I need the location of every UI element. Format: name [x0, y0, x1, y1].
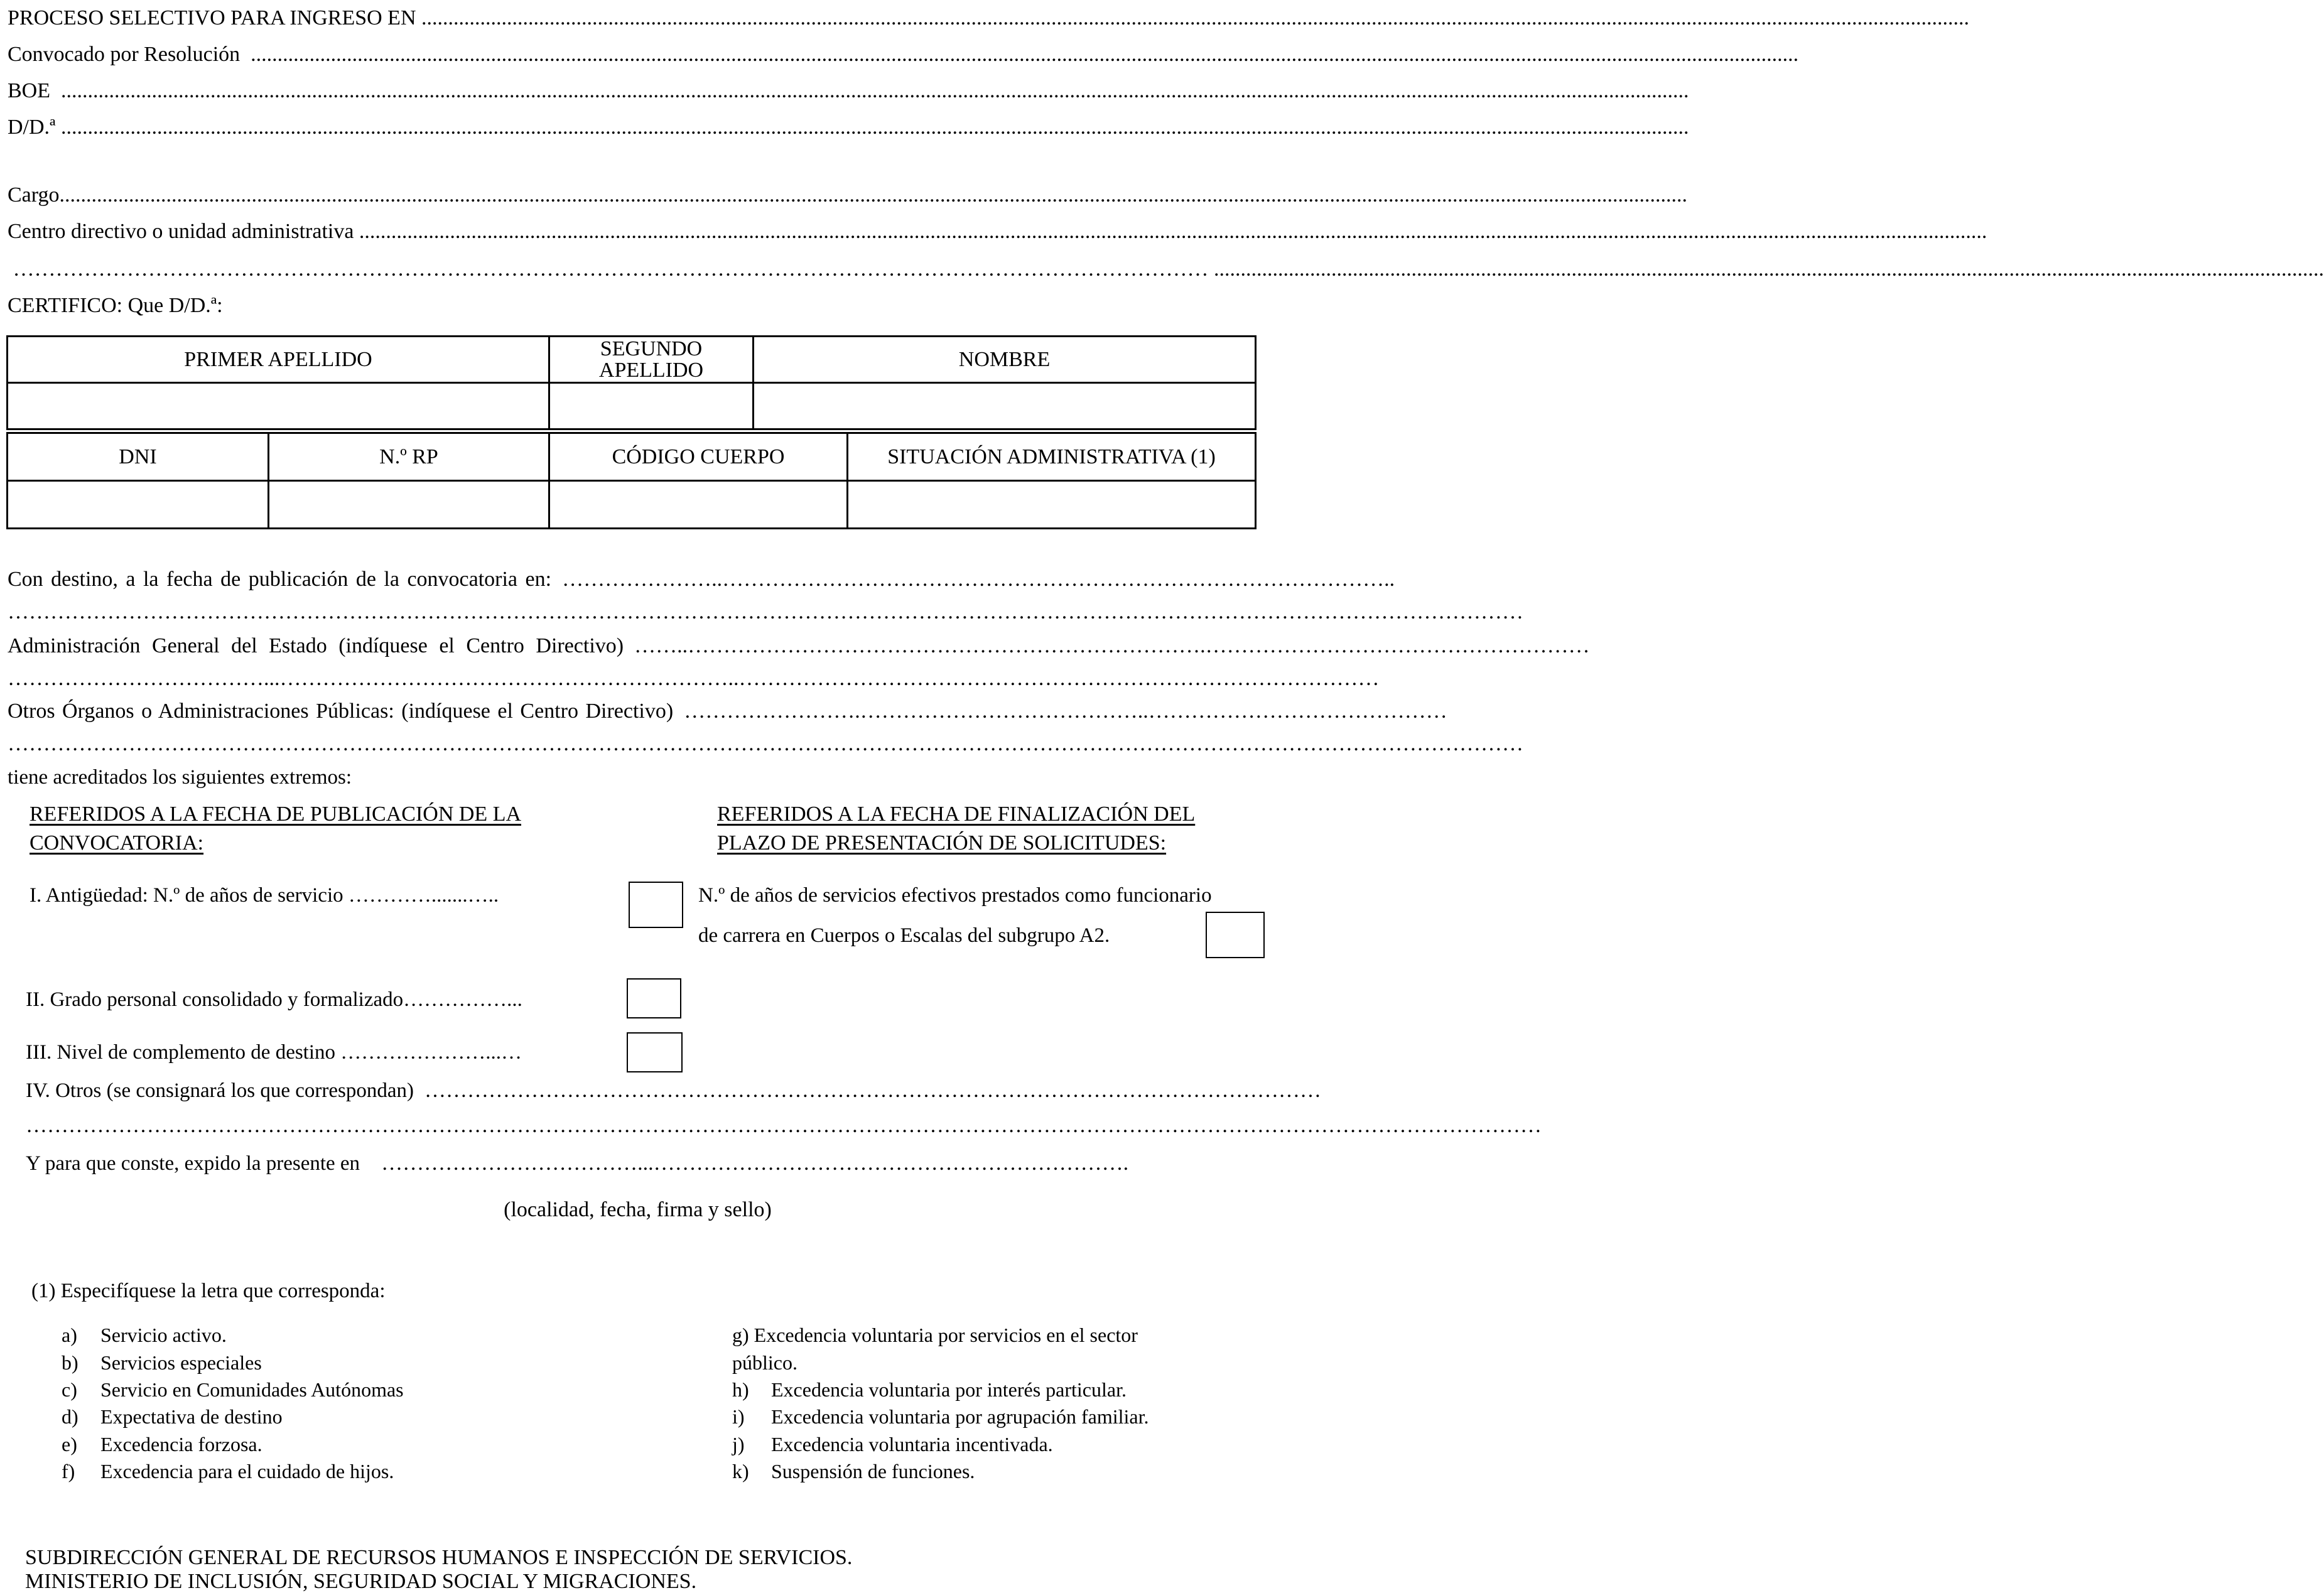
primer-apellido-field[interactable] [8, 383, 549, 429]
proceso-line[interactable] [8, 6, 1969, 33]
certificate-table [6, 335, 1257, 430]
referidos-right-line2: PLAZO DE PRESENTACIÓN DE SOLICITUDES: [717, 831, 1167, 855]
certificate-table-row2 [6, 432, 1257, 529]
leader-dots: ................................................................................................................................................................................................................................................................................................................. [354, 220, 1987, 243]
codigo-cuerpo-field[interactable] [549, 481, 848, 529]
item-iv-cont-line[interactable] [26, 1114, 1542, 1140]
certifico-label: CERTIFICO: Que D/D.ª: [8, 294, 223, 317]
header-segundo-apellido: SEGUNDO APELLIDO [549, 337, 754, 383]
otros-cont-line[interactable] [8, 732, 1523, 759]
centro-label: Centro directivo o unidad administrativa [8, 220, 354, 243]
footnote-title: (1) Especifíquese la letra que corresponda: [31, 1280, 386, 1302]
leader-dots: …………………………………………………………………………………………………………………………………………………… ................................................................................................................................................................................................................ [8, 257, 2324, 281]
leader-dots: …………………………………………………………………………………………………………………………………………………………………………………………… [26, 1114, 1542, 1137]
leader-dots: ………………………………...…………………………………………………………. [360, 1152, 1129, 1175]
leader-dots: …………………….…………………………………..…………………………………… [673, 699, 1447, 723]
list-item-g-cont: público. [732, 1351, 797, 1374]
age-cont-line[interactable] [8, 667, 1380, 693]
header-situacion: SITUACIÓN ADMINISTRATIVA (1) [848, 433, 1256, 481]
otros-line[interactable] [8, 699, 1447, 726]
list-item: a) Servicio activo. [62, 1324, 227, 1346]
header-nombre: NOMBRE [754, 337, 1256, 383]
boe-label: BOE [8, 79, 50, 102]
tiene-label: tiene acreditados los siguientes extremos: [8, 766, 352, 789]
centro-line[interactable] [8, 220, 1987, 246]
referidos-left-line1: REFERIDOS A LA FECHA DE PUBLICACIÓN DE LA [30, 802, 522, 826]
proceso-label: PROCESO SELECTIVO PARA INGRESO EN [8, 6, 416, 30]
footer-subdireccion: SUBDIRECCIÓN GENERAL DE RECURSOS HUMANOS E INSPECCIÓN DE SERVICIOS. [25, 1546, 853, 1569]
antiguedad-box[interactable] [629, 882, 683, 928]
list-item-g: g) Excedencia voluntaria por servicios en el sector [732, 1324, 1138, 1346]
anos-servicios-line2: de carrera en Cuerpos o Escalas del subgrupo A2. [698, 924, 1110, 947]
leader-dots: .................................................................................................................................................................................................................................................................................................. [240, 43, 1799, 66]
header-primer-apellido: PRIMER APELLIDO [8, 337, 549, 383]
list-item: i) Excedencia voluntaria por agrupación familiar. [732, 1405, 1149, 1428]
nombre-field[interactable] [754, 383, 1256, 429]
nrp-field[interactable] [269, 481, 549, 529]
list-item: k) Suspensión de funciones. [732, 1460, 975, 1482]
header-nrp: N.º RP [269, 433, 549, 481]
segundo-apellido-field[interactable] [549, 383, 754, 429]
leader-dots: ……..……………………………………………………………….……………………………………………… [624, 634, 1590, 657]
grado-box[interactable] [627, 978, 681, 1018]
leader-dots: ……………………………………………………………………………………………………………… [413, 1079, 1321, 1102]
leader-dots: .................................................................................................................................................................................................................................................................................................. [416, 6, 1969, 30]
item-iv-line[interactable] [26, 1079, 1321, 1105]
leader-dots: …………………………………………………………………………………………………………………………………………………………………………………………… [8, 732, 1523, 755]
list-item: e) Excedencia forzosa. [62, 1433, 262, 1455]
leader-dots: ................................................................................................................................................................................................................................................................................................................. [50, 79, 1689, 102]
dda-line[interactable] [8, 116, 1689, 142]
list-item: h) Excedencia voluntaria por interés particular. [732, 1378, 1127, 1401]
leader-dots: …………………………………………………………………………………………………………………………………………………………………………………………… [8, 600, 1523, 624]
expido-line[interactable] [26, 1153, 1269, 1178]
referidos-right-line1: REFERIDOS A LA FECHA DE FINALIZACIÓN DEL [717, 802, 1196, 826]
con-destino-label: Con destino, a la fecha de publicación de la convocatoria en: [8, 568, 552, 591]
leader-dots: ................................................................................................................................................................................................................................................................................................................. [55, 116, 1689, 139]
referidos-left-line2: CONVOCATORIA: [30, 831, 204, 855]
convocado-label: Convocado por Resolución [8, 43, 241, 66]
leader-dots: ………………………………...………………………………………………………..……………………………………………………………………………… [8, 667, 1380, 690]
centro-cont-line[interactable] [8, 257, 2324, 284]
dda-label: D/D.ª [8, 116, 56, 139]
anos-servicios-line1: N.º de años de servicios efectivos prestados como funcionario [698, 884, 1212, 907]
destino-cont-line[interactable] [8, 600, 1523, 627]
otros-label: Otros Órganos o Administraciones Públicas: (indíquese el Centro Directivo) [8, 699, 674, 723]
nivel-box[interactable] [627, 1032, 683, 1072]
con-destino-line[interactable] [8, 568, 1395, 594]
situacion-field[interactable] [848, 481, 1256, 529]
item-iv-otros: IV. Otros (se consignará los que correspondan) [26, 1079, 414, 1102]
anos-servicios-box[interactable] [1206, 912, 1265, 958]
item-i-antiguedad: I. Antigüedad: N.º de años de servicio ………….......….. [30, 884, 499, 907]
list-item: b) Servicios especiales [62, 1351, 262, 1374]
list-item: c) Servicio en Comunidades Autónomas [62, 1378, 404, 1401]
header-codigo-cuerpo: CÓDIGO CUERPO [549, 433, 848, 481]
convocado-line[interactable] [8, 43, 1799, 69]
cargo-label: Cargo [8, 183, 60, 207]
item-ii-grado: II. Grado personal consolidado y formalizado……………... [26, 988, 522, 1011]
age-label: Administración General del Estado (indíquese el Centro Directivo) [8, 634, 624, 657]
boe-line[interactable] [8, 79, 1689, 105]
localidad-label: (localidad, fecha, firma y sello) [504, 1198, 772, 1221]
item-iii-nivel: III. Nivel de complemento de destino …………………...… [26, 1041, 522, 1064]
expido-label: Y para que conste, expido la presente en [26, 1152, 360, 1175]
cargo-line[interactable] [8, 183, 1687, 210]
dni-field[interactable] [8, 481, 269, 529]
leader-dots: …………………..………………………………………………………………………………….. [551, 568, 1395, 591]
header-dni: DNI [8, 433, 269, 481]
leader-dots: ................................................................................................................................................................................................................................................................................................................. [59, 183, 1687, 207]
footer-ministerio: MINISTERIO DE INCLUSIÓN, SEGURIDAD SOCIAL Y MIGRACIONES. [25, 1570, 697, 1593]
list-item: j) Excedencia voluntaria incentivada. [732, 1433, 1053, 1455]
list-item: d) Expectativa de destino [62, 1405, 283, 1428]
list-item: f) Excedencia para el cuidado de hijos. [62, 1460, 394, 1482]
age-line[interactable] [8, 634, 1590, 661]
